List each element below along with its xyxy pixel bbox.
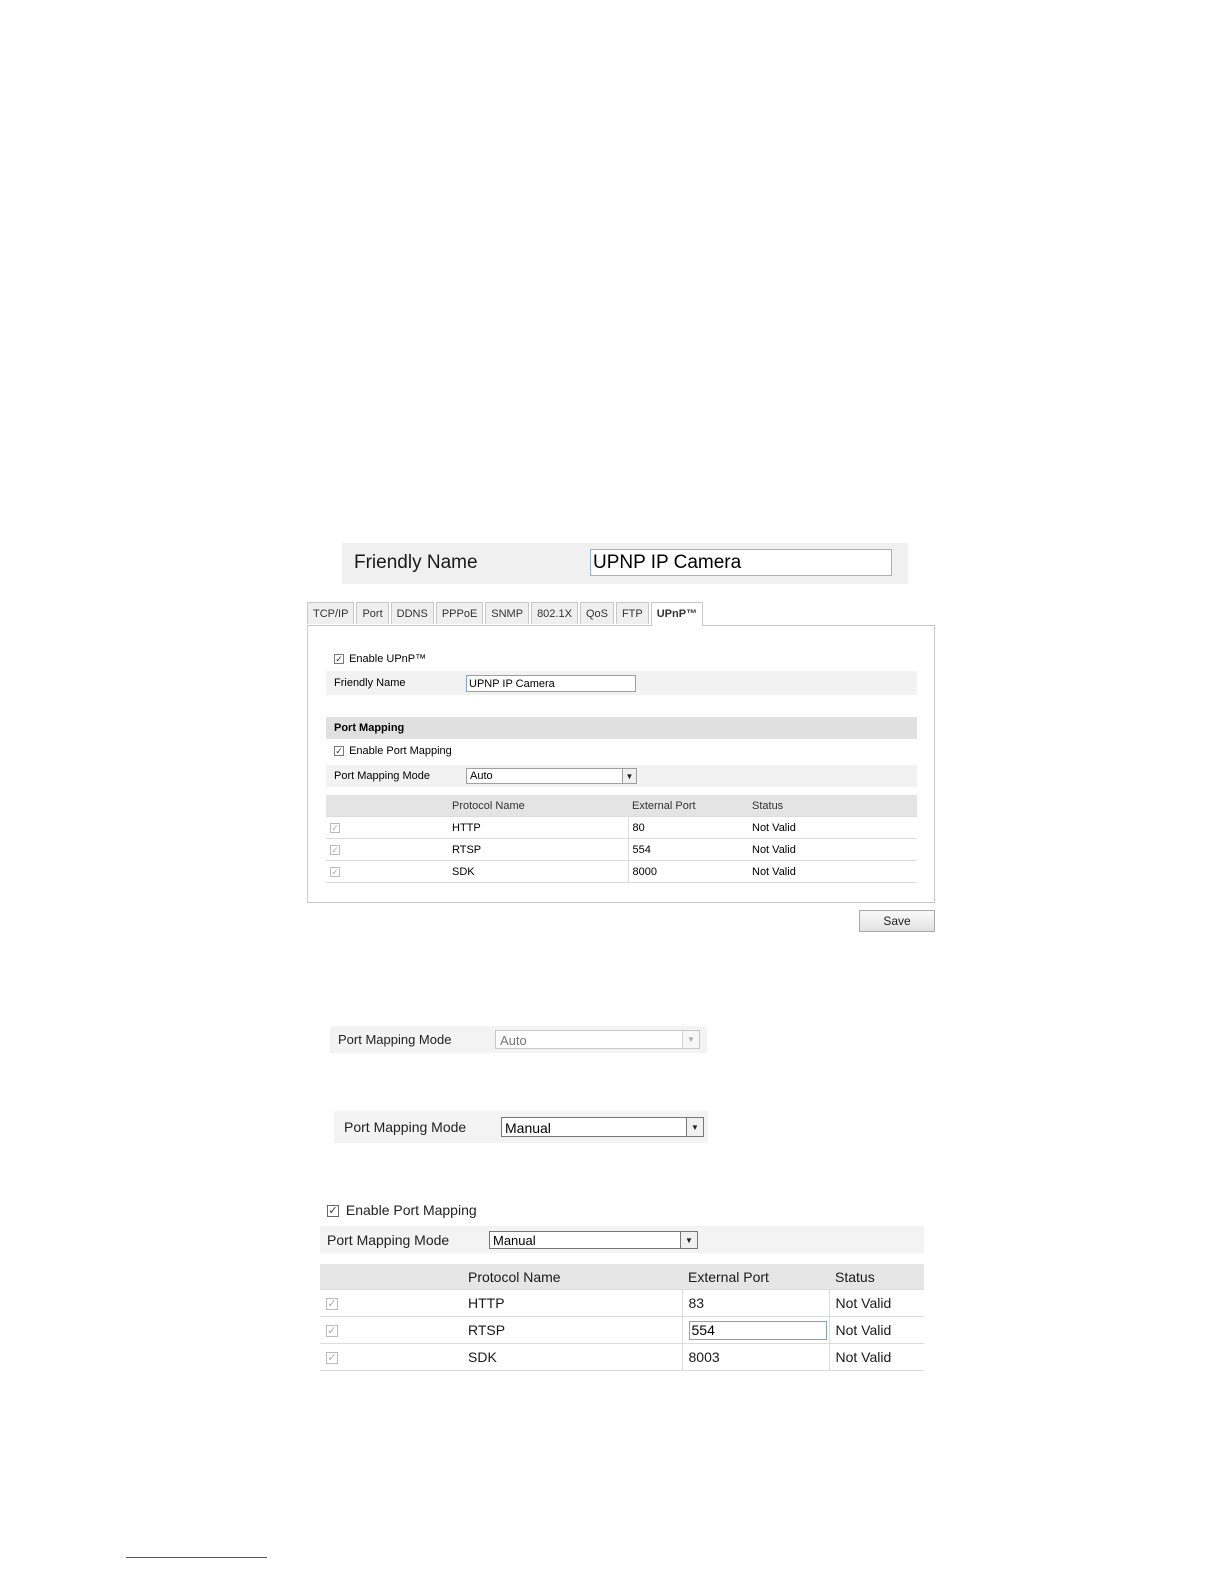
- chevron-down-icon[interactable]: ▼: [686, 1118, 703, 1136]
- status-cell: Not Valid: [748, 839, 917, 861]
- table-row: [320, 1290, 924, 1317]
- friendly-name-input[interactable]: [466, 675, 636, 692]
- mode-value: Auto: [470, 770, 493, 782]
- port-mapping-title: Port Mapping: [334, 722, 405, 734]
- port-mapping-mode-label: Port Mapping Mode: [334, 770, 430, 782]
- tab-tcpip[interactable]: TCP/IP: [307, 602, 354, 624]
- port-mapping-header: [326, 717, 917, 739]
- enable-port-mapping-row[interactable]: [327, 1202, 477, 1218]
- table-header: [326, 795, 917, 817]
- external-port-cell: 83: [682, 1290, 829, 1317]
- protocol-cell: RTSP: [448, 839, 628, 861]
- external-port-cell: 8000: [628, 861, 748, 883]
- row-checkbox: ✓: [331, 844, 339, 855]
- port-mapping-table: [326, 795, 917, 883]
- chevron-down-icon[interactable]: ▼: [622, 769, 636, 783]
- friendly-name-label: Friendly Name: [354, 552, 478, 573]
- tab-snmp[interactable]: SNMP: [485, 602, 529, 624]
- port-mapping-table-manual: [320, 1264, 924, 1371]
- tab-upnp[interactable]: UPnP™: [651, 602, 703, 626]
- friendly-name-label: Friendly Name: [334, 677, 406, 689]
- external-port-cell: 554: [628, 839, 748, 861]
- protocol-cell: HTTP: [448, 817, 628, 839]
- mode-value: Manual: [493, 1233, 536, 1248]
- port-mapping-mode-label: Port Mapping Mode: [327, 1232, 450, 1248]
- column-external-port: External Port: [628, 795, 748, 817]
- port-mapping-mode-select-disabled: [495, 1030, 700, 1049]
- row-checkbox: ✓: [331, 822, 339, 833]
- select-column-header: [326, 795, 448, 817]
- protocol-cell: SDK: [462, 1344, 682, 1371]
- status-cell: Not Valid: [829, 1290, 924, 1317]
- port-mapping-mode-label: Port Mapping Mode: [338, 1032, 452, 1047]
- table-row: [326, 861, 917, 883]
- tab-ftp[interactable]: FTP: [616, 602, 649, 624]
- status-cell: Not Valid: [829, 1344, 924, 1371]
- enable-port-mapping-label: Enable Port Mapping: [345, 1202, 477, 1218]
- friendly-name-zoom: [342, 543, 908, 584]
- enable-port-mapping-checkbox[interactable]: ✓: [335, 746, 343, 757]
- tab-ddns[interactable]: DDNS: [391, 602, 434, 624]
- footnote-divider: [126, 1557, 267, 1558]
- status-cell: Not Valid: [748, 861, 917, 883]
- row-checkbox: ✓: [327, 1325, 337, 1338]
- enable-port-mapping-label: Enable Port Mapping: [349, 745, 452, 757]
- status-cell: Not Valid: [829, 1317, 924, 1344]
- table-row: [320, 1344, 924, 1371]
- row-checkbox: ✓: [327, 1298, 337, 1311]
- row-checkbox: ✓: [327, 1352, 337, 1365]
- column-external-port: External Port: [682, 1264, 829, 1290]
- enable-upnp-row[interactable]: [334, 653, 426, 665]
- port-mapping-mode-row: [326, 765, 917, 787]
- table-row: [326, 817, 917, 839]
- port-mapping-mode-manual-zoom: [334, 1111, 708, 1143]
- column-status: Status: [748, 795, 917, 817]
- protocol-cell: SDK: [448, 861, 628, 883]
- external-port-input[interactable]: [689, 1321, 827, 1340]
- external-port-cell: 8003: [682, 1344, 829, 1371]
- friendly-name-input[interactable]: [590, 549, 892, 576]
- mode-value: Manual: [505, 1120, 551, 1136]
- tab-8021x[interactable]: 802.1X: [531, 602, 578, 624]
- column-protocol: Protocol Name: [462, 1264, 682, 1290]
- save-button[interactable]: Save: [859, 910, 935, 932]
- column-status: Status: [829, 1264, 924, 1290]
- network-tabs: [307, 602, 705, 625]
- external-port-cell: 80: [628, 817, 748, 839]
- table-row: [326, 839, 917, 861]
- status-cell: Not Valid: [748, 817, 917, 839]
- port-mapping-mode-select[interactable]: [466, 768, 637, 784]
- table-row: [320, 1317, 924, 1344]
- enable-upnp-checkbox[interactable]: ✓: [335, 654, 343, 665]
- mode-value: Auto: [500, 1033, 527, 1048]
- table-header: [320, 1264, 924, 1290]
- tab-port[interactable]: Port: [356, 602, 388, 624]
- column-protocol: Protocol Name: [448, 795, 628, 817]
- port-mapping-mode-auto-zoom: [330, 1026, 707, 1053]
- port-mapping-mode-select[interactable]: [489, 1231, 698, 1249]
- tab-pppoe[interactable]: PPPoE: [436, 602, 483, 624]
- enable-upnp-label: Enable UPnP™: [349, 653, 427, 665]
- row-checkbox: ✓: [331, 866, 339, 877]
- enable-port-mapping-row[interactable]: [334, 745, 452, 757]
- protocol-cell: RTSP: [462, 1317, 682, 1344]
- enable-port-mapping-checkbox[interactable]: ✓: [328, 1205, 338, 1218]
- protocol-cell: HTTP: [462, 1290, 682, 1317]
- port-mapping-mode-row: [320, 1226, 924, 1253]
- port-mapping-mode-select[interactable]: [501, 1117, 704, 1137]
- select-column-header: [320, 1264, 462, 1290]
- tab-qos[interactable]: QoS: [580, 602, 614, 624]
- chevron-down-icon[interactable]: ▼: [680, 1232, 697, 1248]
- chevron-down-icon: ▼: [682, 1031, 699, 1048]
- friendly-name-row: [326, 671, 917, 695]
- upnp-panel: [307, 625, 935, 903]
- port-mapping-mode-label: Port Mapping Mode: [344, 1119, 467, 1135]
